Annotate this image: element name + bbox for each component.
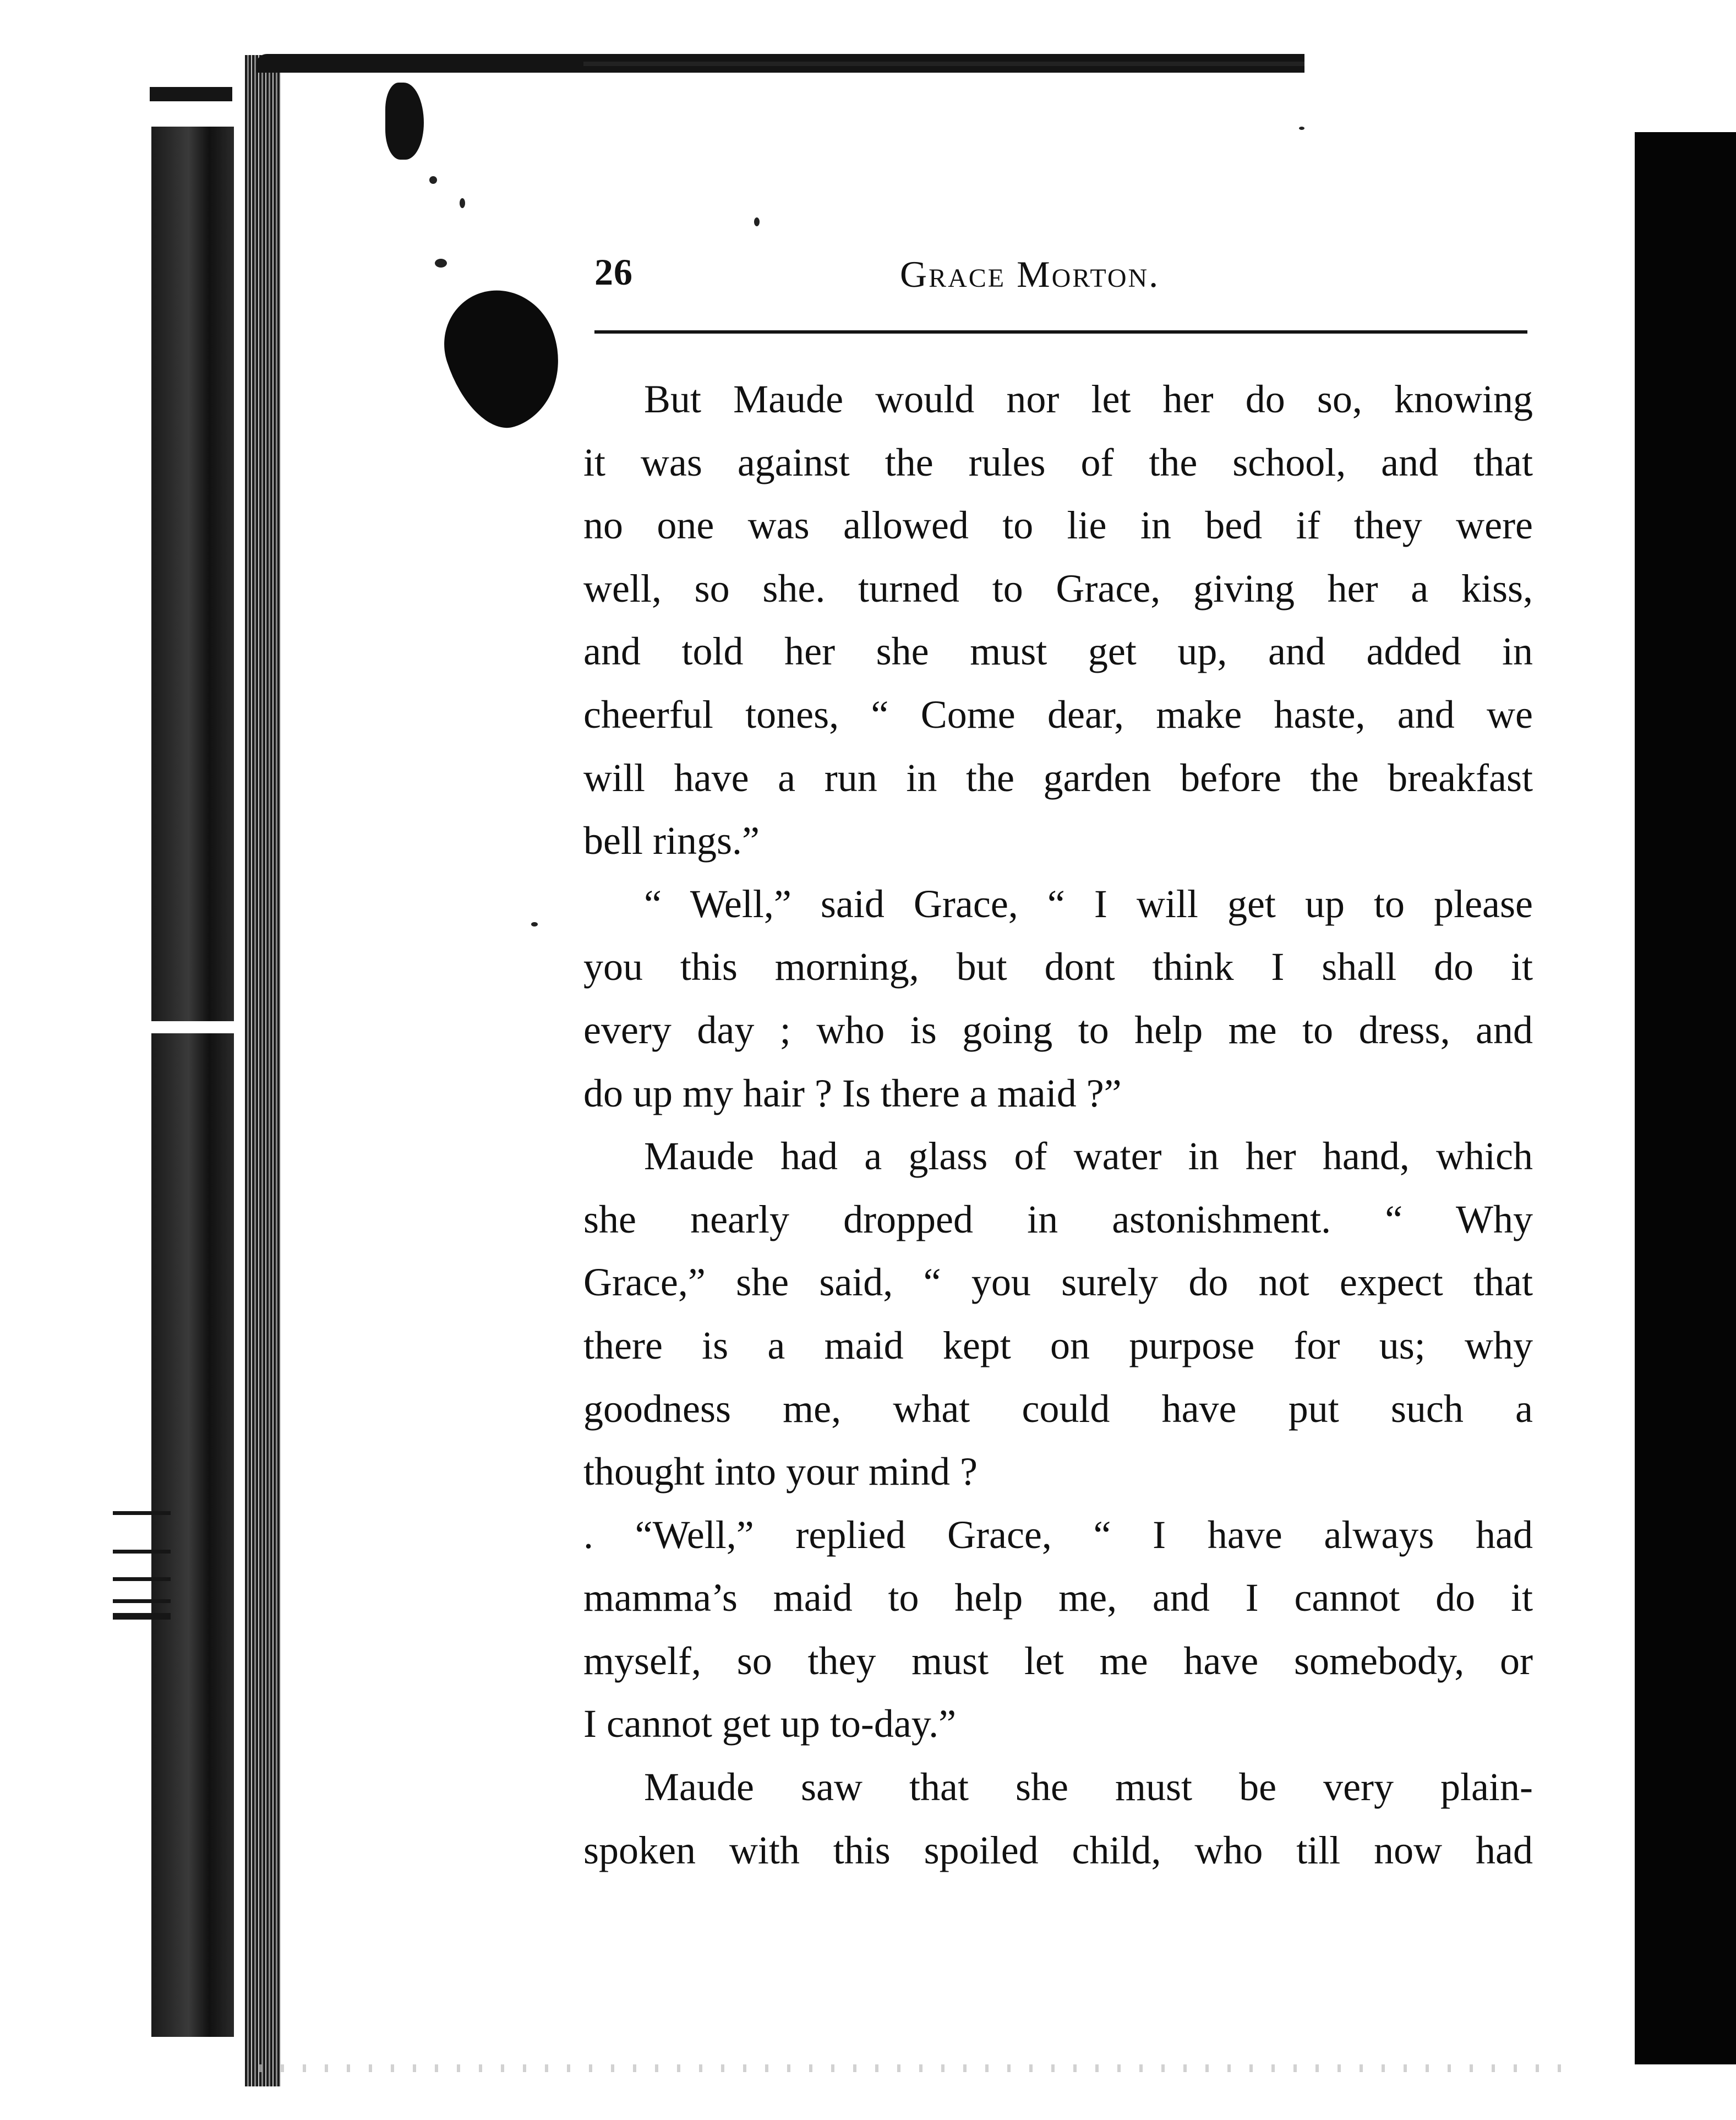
- ink-speck: [1299, 127, 1304, 130]
- running-head: [594, 250, 1530, 306]
- text-line: you this morning, but dont think I shall do it: [583, 945, 1533, 989]
- text-line: mamma’s maid to help me, and I cannot do it: [583, 1576, 1533, 1620]
- scan-edge-top-line: [583, 62, 1304, 66]
- text-line: Maude saw that she must be very plain-: [644, 1765, 1533, 1810]
- text-line: well, so she. turned to Grace, giving her a kiss,: [583, 566, 1533, 611]
- page-number: 26: [594, 251, 633, 293]
- text-line: Maude had a glass of water in her hand, which: [644, 1134, 1533, 1179]
- text-line: Grace,” she said, “ you surely do not expect that: [583, 1260, 1533, 1305]
- scan-tick: [113, 1550, 171, 1554]
- scan-tick: [113, 1511, 171, 1515]
- text-line: spoken with this spoiled child, who till now had: [583, 1828, 1533, 1872]
- text-line: . “Well,” replied Grace, “ I have always had: [583, 1512, 1533, 1557]
- text-line: myself, so they must let me have somebody, or: [583, 1638, 1533, 1683]
- ink-speck: [460, 198, 465, 208]
- header-rule: [594, 330, 1527, 334]
- text-line: cheerful tones, “ Come dear, make haste, and we: [583, 692, 1533, 737]
- scan-tick: [113, 1577, 171, 1581]
- text-line: she nearly dropped in astonishment. “ Why: [583, 1197, 1533, 1241]
- ink-speck: [754, 217, 760, 226]
- page-gutter: [245, 55, 281, 2086]
- text-line: But Maude would nor let her do so, knowing: [644, 377, 1533, 421]
- page-body: [583, 368, 1533, 1882]
- scan-tick: [113, 1613, 171, 1620]
- ink-speck: [429, 176, 437, 184]
- text-line: bell rings.”: [583, 819, 760, 863]
- text-line: “ Well,” said Grace, “ I will get up to please: [644, 881, 1533, 926]
- text-line: there is a maid kept on purpose for us; why: [583, 1323, 1533, 1367]
- text-line: do up my hair ? Is there a maid ?”: [583, 1071, 1122, 1115]
- ink-speck: [435, 259, 447, 268]
- ink-speck: [531, 922, 538, 927]
- scan-edge-bottom: [259, 2064, 1580, 2072]
- text-line: goodness me, what could have put such a: [583, 1386, 1533, 1431]
- text-line: thought into your mind ?: [583, 1449, 978, 1494]
- text-line: it was against the rules of the school, and that: [583, 440, 1533, 484]
- text-line: will have a run in the garden before the breakfast: [583, 755, 1533, 800]
- scan-edge-left-gap: [149, 1021, 237, 1033]
- text-line: every day ; who is going to help me to dress, and: [583, 1007, 1533, 1052]
- ink-stain: [385, 83, 424, 160]
- running-title: Grace Morton.: [900, 253, 1160, 295]
- scan-edge-left: [151, 127, 234, 2037]
- scan-tick: [113, 1599, 171, 1603]
- text-line: I cannot get up to-day.”: [583, 1702, 957, 1746]
- text-line: no one was allowed to lie in bed if they were: [583, 503, 1533, 548]
- scan-edge-right: [1635, 132, 1736, 2064]
- scan-edge-left-top: [150, 87, 232, 101]
- ink-blot: [430, 275, 577, 440]
- text-line: and told her she must get up, and added in: [583, 629, 1533, 674]
